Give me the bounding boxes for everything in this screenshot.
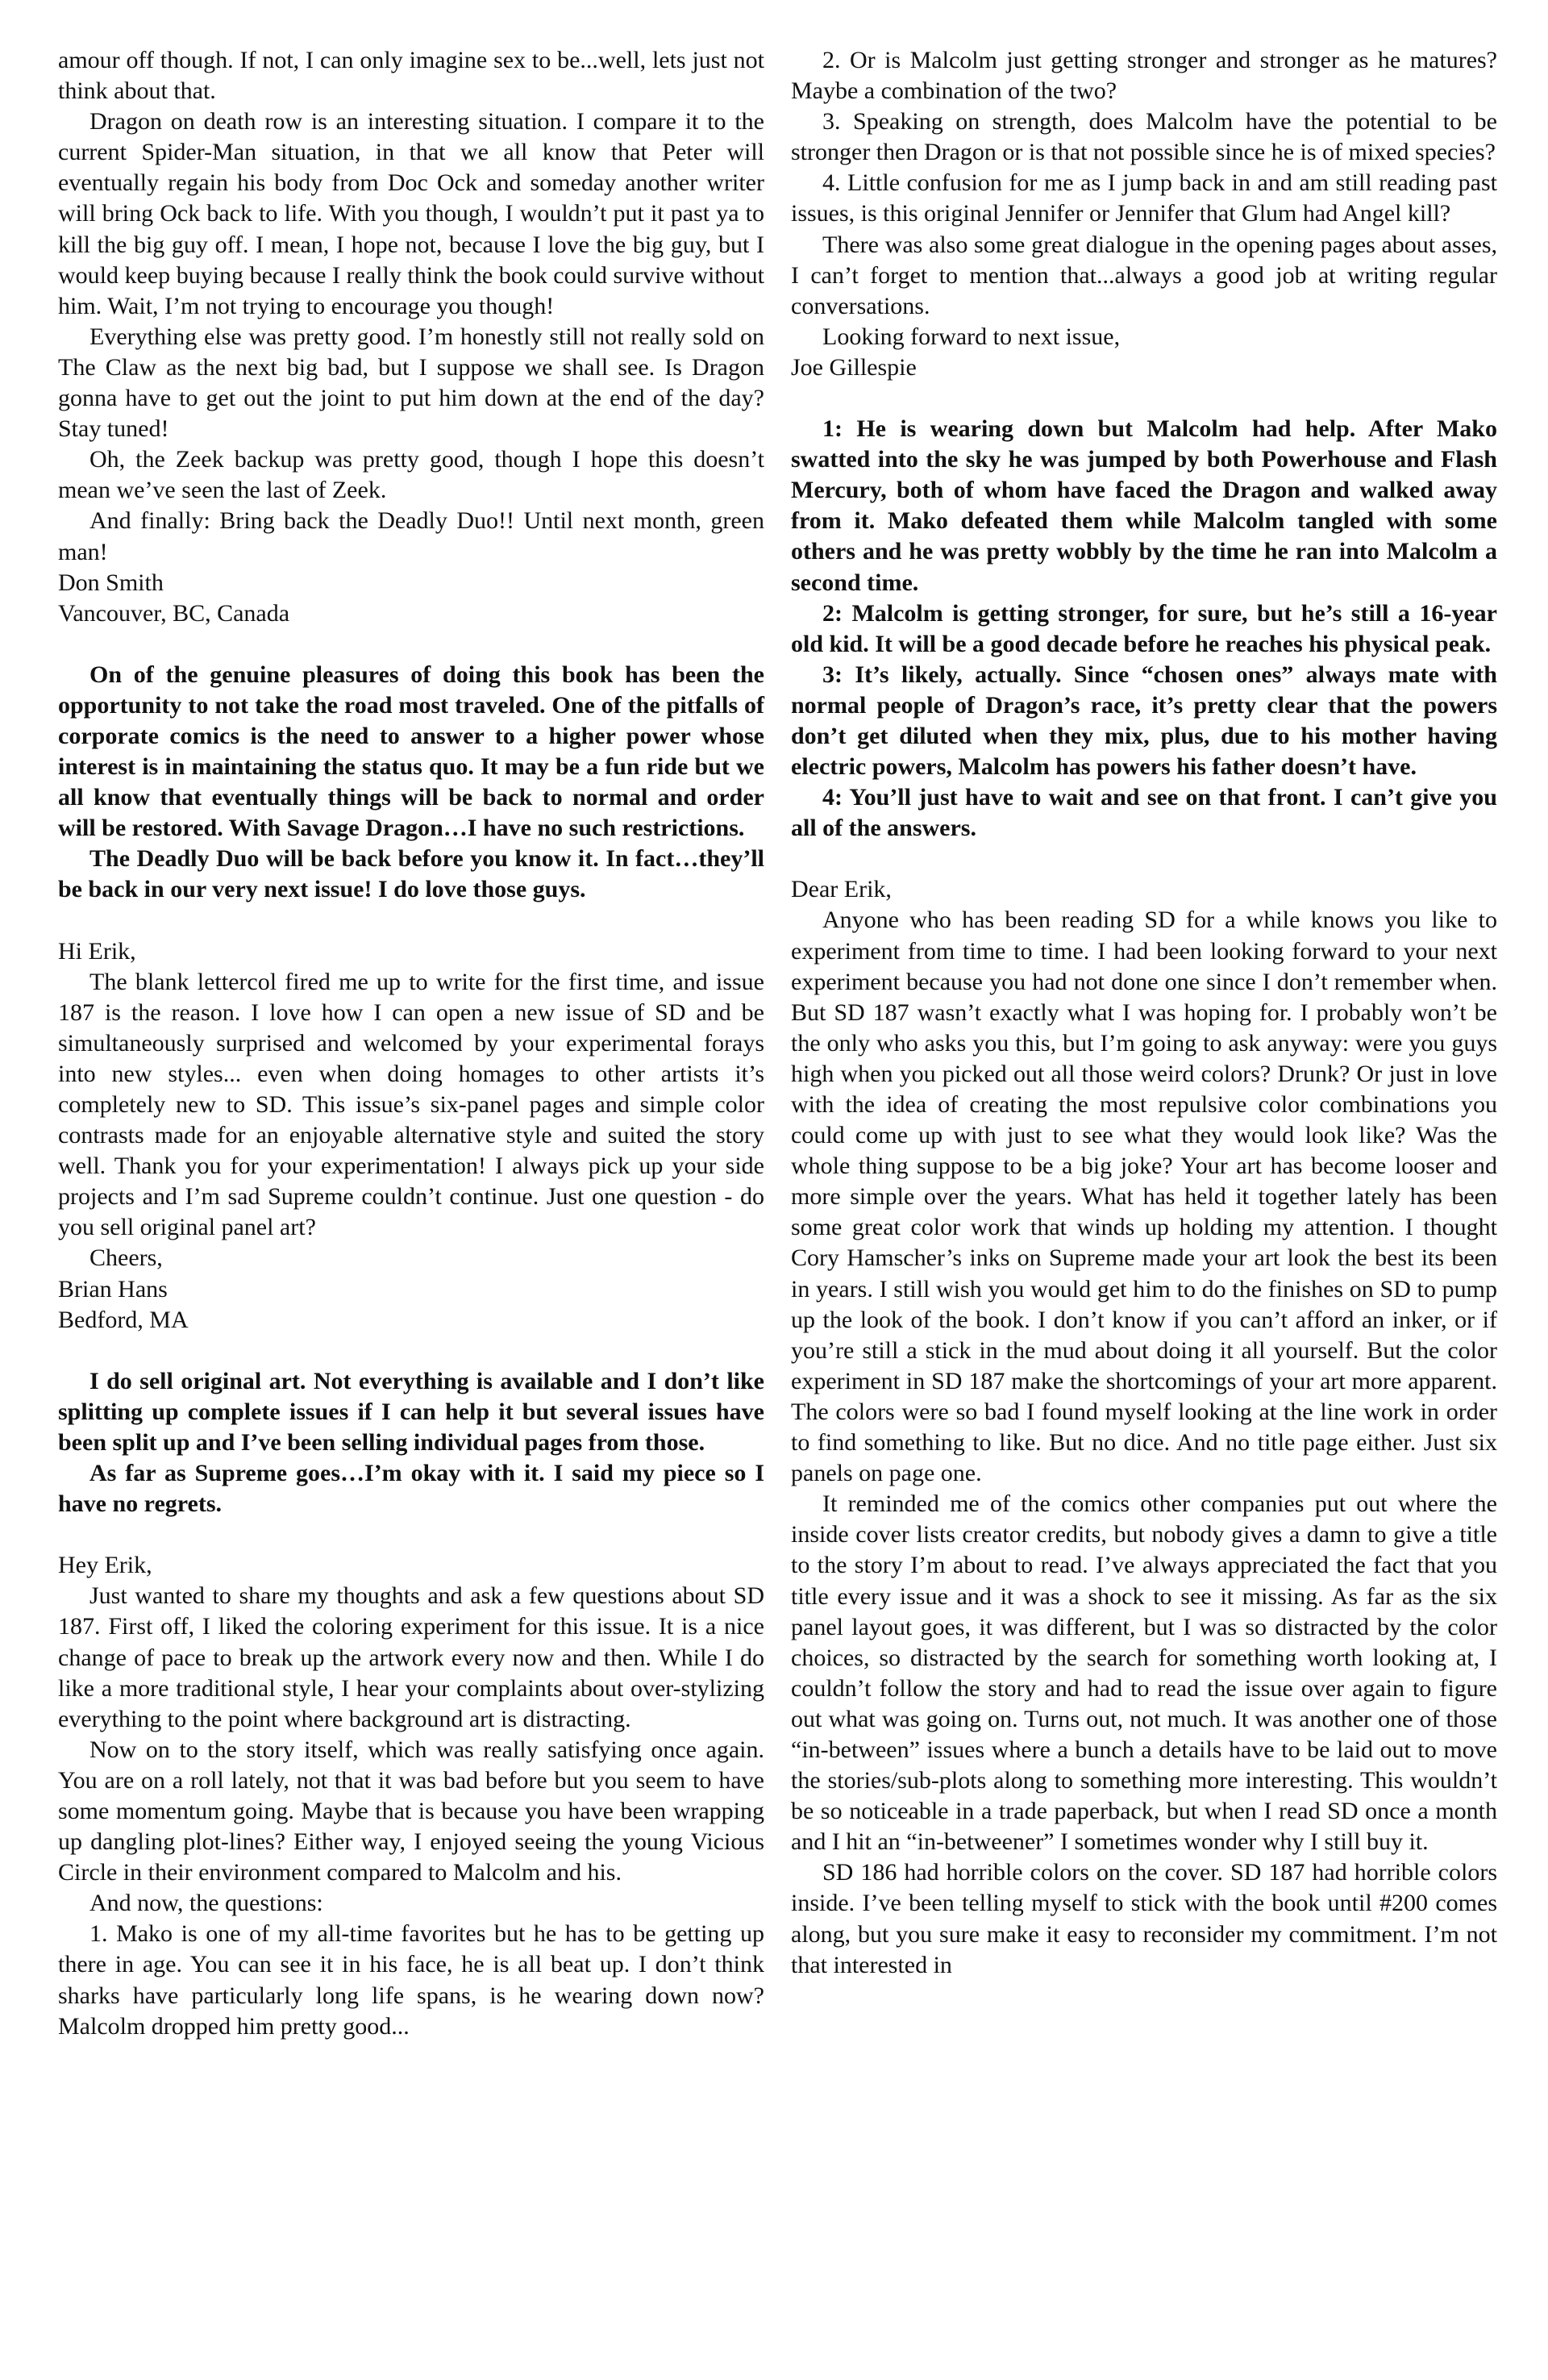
letter-salutation: Dear Erik, <box>791 876 892 903</box>
paragraph: It reminded me of the comics other companies put out where the inside cover lists creator credits, but nobody gives a damn to give a title to the story I’m about to read. I’ve always appreciated the fact that you title every issue and it was a shock to see it missing. As far as the six panel layout goes, it was different, but I was so distracted by the color choices, so distracted by the search for something worth looking at, I couldn’t follow the story and had to read the issue over again to figure out what was going on. Turns out, not much. It was another one of those “in-between” issues where a bunch a details have to be laid out to move the stories/sub-plots along to something more interesting. This wouldn’t be so noticeable in a trade paperback, but when I read SD once a month and I hit an “in-betweener” I sometimes wonder why I still buy it. <box>791 1490 1497 1856</box>
paragraph: 1. Mako is one of my all-time favorites but he has to be getting up there in age. You can see it in his face, he is all beat up. I don’t think sharks have particularly long life spans, is he wearing down now? Malcolm dropped him pretty good... <box>58 1920 764 2040</box>
paragraph: There was also some great dialogue in the opening pages about asses, I can’t forget to mention that...always a good job at writing regular conversations. <box>791 231 1497 319</box>
paragraph: Oh, the Zeek backup was pretty good, though I hope this doesn’t mean we’ve seen the last of Zeek. <box>58 446 764 504</box>
signature-name: Don Smith <box>58 569 164 596</box>
paragraph: 2. Or is Malcolm just getting stronger and stronger as he matures? Maybe a combination of the two? <box>791 47 1497 105</box>
right-column <box>791 45 1497 1981</box>
text: amour off though. If not, I can only imagine sex to be...well, lets just not think about that. <box>58 47 764 105</box>
spacer <box>791 844 1497 874</box>
paragraph: Anyone who has been reading SD for a while knows you like to experiment from time to time. I had been looking forward to your next experiment because you had not done one since I don’t remember when. But SD 187 wasn’t exactly what I was hoping for. I probably won’t be the only who asks you this, but I’m going to ask anyway: were you guys high when you picked out all those weird colors? Drunk? Or just in love with the idea of creating the most repulsive color combinations you could come up with just to see what they would look like? Was the whole thing suppose to be a big joke? Your art has become looser and more simple over the years. What has held it together lately has been some great color work that winds up holding my attention. I thought Cory Hamscher’s inks on Supreme made your art look the best its been in years. I still wish you would get him to do the finishes on SD to pump up the look of the book. I don’t know if you can’t afford an inker, or if you’re still a stick in the mud about doing it all yourself. But the color experiment in SD 187 make the shortcomings of your art more apparent. The colors were so bad I found myself looking at the line work in order to find something to like. But no dice. And no title page either. Just six panels on page one. <box>791 907 1497 1487</box>
letter-salutation: Hey Erik, <box>58 1552 152 1579</box>
editor-reply: 2: Malcolm is getting stronger, for sure, but he’s still a 16-year old kid. It will be a good decade before he reaches his physical peak. <box>791 599 1497 657</box>
editor-reply: As far as Supreme goes…I’m okay with it. I said my piece so I have no regrets. <box>58 1460 764 1518</box>
editor-reply: 4: You’ll just have to wait and see on that front. I can’t give you all of the answers. <box>791 784 1497 842</box>
editor-reply: The Deadly Duo will be back before you know it. In fact…they’ll be back in our very next issue! I do love those guys. <box>58 845 764 903</box>
signature-location: Vancouver, BC, Canada <box>58 599 290 627</box>
editor-reply: 1: He is wearing down but Malcolm had help. After Mako swatted into the sky he was jumped by both Powerhouse and Flash Mercury, both of whom have faced the Dragon and walked away from it. Mako defeated them while Malcolm tangled with some others and he was pretty wobbly by the time he ran into Malcolm a second time. <box>791 415 1497 596</box>
spacer <box>58 906 764 936</box>
signature-name: Brian Hans <box>58 1275 168 1303</box>
signature-name: Joe Gillespie <box>791 353 917 381</box>
paragraph: SD 186 had horrible colors on the cover. SD 187 had horrible colors inside. I’ve been telling myself to stick with the book until #200 comes along, but you sure make it easy to reconsider my commitment. I’m not that interested in <box>791 1859 1497 1978</box>
paragraph: And now, the questions: <box>89 1890 323 1917</box>
paragraph: Cheers, <box>89 1244 163 1272</box>
spacer <box>58 1519 764 1550</box>
paragraph: 3. Speaking on strength, does Malcolm have the potential to be stronger then Dragon or is that not possible since he is of mixed species? <box>791 108 1497 166</box>
letter-salutation: Hi Erik, <box>58 937 136 965</box>
editor-reply: I do sell original art. Not everything is available and I don’t like splitting up complete issues if I can help it but several issues have been split up and I’ve been selling individual pages from those. <box>58 1367 764 1456</box>
editor-reply: On of the genuine pleasures of doing this book has been the opportunity to not take the road most traveled. One of the pitfalls of corporate comics is the need to answer to a higher power whose interest is in maintaining the status quo. It may be a fun ride but we all know that eventually things will be back to normal and order will be restored. With Savage Dragon…I have no such restrictions. <box>58 661 764 842</box>
left-column <box>58 45 764 2042</box>
paragraph: The blank lettercol fired me up to write for the first time, and issue 187 is the reason. I love how I can open a new issue of SD and be simultaneously surprised and welcomed by your experimental forays into new styles... even when doing homages to other artists it’s completely new to SD. This issue’s six-panel pages and simple color contrasts made for an enjoyable alternative style and suited the story well. Thank you for your experimentation! I always pick up your side projects and I’m sad Supreme couldn’t continue. Just one question - do you sell original panel art? <box>58 968 764 1241</box>
paragraph: Now on to the story itself, which was really satisfying once again. You are on a roll lately, not that it was bad before but you seem to have some momentum going. Maybe that is because you have been wrapping up dangling plot-lines? Either way, I enjoyed seeing the young Vicious Circle in their environment compared to Malcolm and his. <box>58 1736 764 1886</box>
paragraph: Everything else was pretty good. I’m honestly still not really sold on The Claw as the next big bad, but I suppose we shall see. Is Dragon gonna have to get out the joint to put him down at the end of the day? Stay tuned! <box>58 323 764 443</box>
spacer <box>58 629 764 660</box>
paragraph: Looking forward to next issue, <box>822 323 1121 350</box>
signature-location: Bedford, MA <box>58 1306 189 1333</box>
paragraph: Dragon on death row is an interesting situation. I compare it to the current Spider-Man situation, in that we all know that Peter will eventually regain his body from Doc Ock and someday another writer will bring Ock back to life. With you though, I wouldn’t put it past ya to kill the big guy off. I mean, I hope not, because I love the big guy, but I would keep buying because I really think the book could survive without him. Wait, I’m not trying to encourage you though! <box>58 108 764 319</box>
spacer <box>791 383 1497 414</box>
paragraph: Just wanted to share my thoughts and ask a few questions about SD 187. First off, I liked the coloring experiment for this issue. It is a nice change of pace to break up the artwork every now and then. While I do like a more traditional style, I hear your complaints about over-stylizing everything to the point where background art is distracting. <box>58 1582 764 1732</box>
paragraph: And finally: Bring back the Deadly Duo!! Until next month, green man! <box>58 507 764 565</box>
editor-reply: 3: It’s likely, actually. Since “chosen ones” always mate with normal people of Dragon’s race, it’s pretty clear that the powers don’t get diluted when they mix, plus, due to his mother having electric powers, Malcolm has powers his father doesn’t have. <box>791 661 1497 781</box>
paragraph: 4. Little confusion for me as I jump back in and am still reading past issues, is this original Jennifer or Jennifer that Glum had Angel kill? <box>791 169 1497 227</box>
spacer <box>58 1336 764 1366</box>
